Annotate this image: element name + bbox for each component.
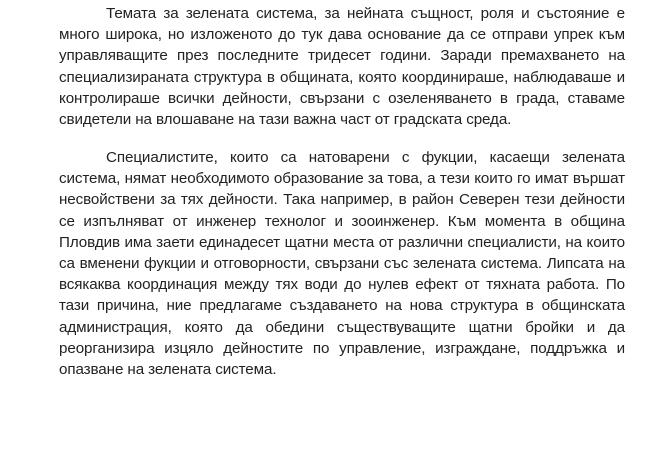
- paragraph-specialists: Специалистите, които са натоварени с фукции, касаещи зелената система, нямат необходимото образование за това, а тези които го имат вършат несвойствени за тях дейности. Така например, в район Северен тези дейности се изпълняват от инженер технолог и зооинженер. Към момента в община Пловдив има заети единадесет щатни места от различни специалисти, на които са вменени фукции и отговорности, свързани със зелената система. Липсата на всякаква координация между тях води до нулев ефект от тяхната работа. По тази причина, ние предлагаме създаването на нова структура в общинската администрация, която да обедини съществуващите щатни бройки и да реорганизира изцяло дейностите по управление, изграждане, поддръжка и опазване на зелената система.: [59, 149, 625, 379]
- paragraph-green-system-topic: Темата за зелената система, за нейната същност, роля и състояние е много широка, но изложеното до тук дава основание да се отправи упрек към управляващите през последните тридесет години. Заради премахването на специализираната структура в общината, която координираше, наблюдаваше и контролираше всички дейности, свързани с озеленяването в града, ставаме свидетели на влошаване на тази важна част от градската среда.: [59, 5, 625, 129]
